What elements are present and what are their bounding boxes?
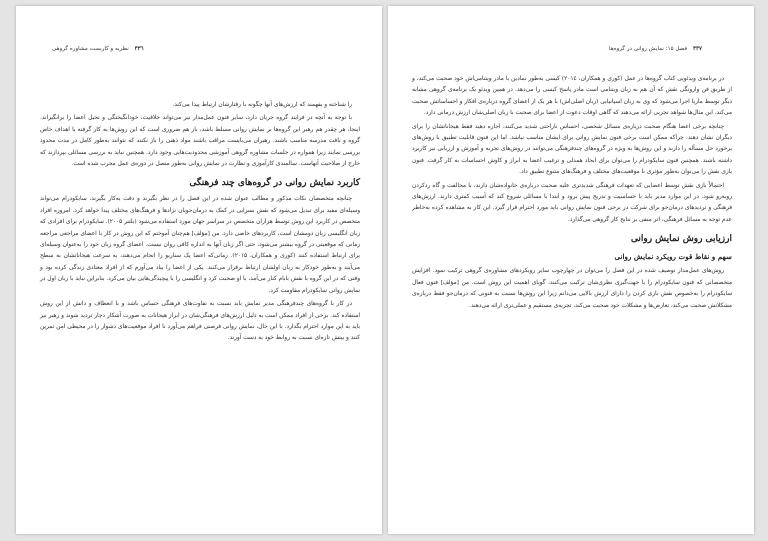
right-running-head-title: فصل ۱۵: نمایش روانی در گروه‌ها [609,46,688,52]
left-paragraph-2: با توجه به آنچه در فرایند گروه جریان دارد، سایر فنون عمل‌مدار نیز می‌تواند خلاقیت، خودانگیختگی و تخیل اعضا را برانگیزاند. اینجا، هر چقدر هم رهبر این گروه‌ها بر نمایش روانی مسلط باشد، باز هم ضروری است که این روش‌ها به کار گرفته یا اهداف خاص گروه و بافت مدرسه مناسب باشند. رهبران می‌بایست مراقب باشند مواد ذهنی را باز نکنند که نتوانند به‌طور کامل در مدت محدود بررسی نمایند زیرا همواره در جلسات مشاوره گروهی آموزشی محدودیت‌هایی وجود دارد. همچنین نباید به بررسی مسائلی بپردازند که خارج از صلاحیت آنهاست. سالمندی کارآموزی و نظارت در نمایش روانی به‌طور متصل در دوره‌ی عمل مجرب شده است. [40,115,360,168]
right-section-heading: ارزیابی روش نمایش روانی [630,234,732,245]
right-page-number: ۳۳۷ [692,46,702,52]
left-section-heading: کاربرد نمایش روانی در گروه‌های چند فرهنگی [189,178,360,189]
left-running-head [52,44,148,54]
left-paragraph-4: در کار با گروه‌های چندفرهنگی مدیر نمایش باید نسبت به تفاوت‌های فرهنگی حساس باشد و با انعطاف و دانش از این روش استفاده کند. برخی از افراد ممکن است به دلیل ارزش‌های فرهنگی‌شان در ابراز هیجانات به صورت آشکار دچار تردید شوند و رهبر نیز باید به این موارد احترام بگذارد. با این حال، نمایش روانی فرصتی فراهم می‌آورد تا افراد موقعیت‌های دشوار را در محیطی امن تمرین کنند و بینش تازه‌ای نسبت به روابط خود به دست آورند. [40,301,360,342]
right-running-head [609,44,706,54]
right-page [388,6,754,534]
right-page-body [412,74,732,524]
right-paragraph-3: احتمالاً بازی نقش توسط اعضایی که تعهدات فرهنگی شدیدتری علیه صحبت درباره‌ی خانواده‌شان دارند، با مخالفت و گاه ردکردن روبه‌رو شود. در این موارد مدیر باید با حساسیت و تدریج پیش برود و ابتدا با مسائلی شروع کند که آسیب کمتری دارند. ارزش‌های فرهنگی و تردیدهای درمان‌جو برای شرکت در برخی فنون نمایش روانی باید مورد احترام قرار گیرد. این کار به مشاهده کرده به‌خاطر عدم توجه به مسائل فرهنگی، اثر منفی بر نتایج کار گروهی می‌گذارد. [412,182,732,223]
left-running-head-title: نظریه و کاربست مشاوره گروهی [52,46,129,52]
right-paragraph-2: چنانچه برخی اعضا هنگام صحبت درباره‌ی مسائل شخصی، احساس ناراحتی شدید می‌کنند، اجازه دهید فقط هیجاناتشان را برای دیگران نشان دهند. چراکه ممکن است برخی فنون نمایش روانی برای ایشان مناسب نباشد. اما این فنون قابلیت تطبیق با روش‌های برخورد حل مسأله را دارند و این روش‌ها به ویژه در گروه‌های چندفرهنگی می‌توانند در روش‌های تجربه و آموزش و ارزیابی نیز کاربرد داشته باشند. همچنین فنون سایکودرام را می‌توان برای ایجاد همدلی و ترغیب اعضا به ابراز و کاوش احساسات به کار گرفت. فنون بازی نقش را می‌توان به‌طور مؤثری با موقعیت‌های مختلف و فرهنگ‌های متنوع تطبیق داد. [412,123,732,176]
left-page [16,6,382,534]
left-paragraph-3: چنانچه متخصصان نکات مذکور و مطالب عنوان شده در این فصل را در نظر بگیرند و دقت به‌کار بگیرند، سایکودرام می‌تواند وسیله‌ای مفید برای تبدیل می‌شود که نقش بسزایی در کمک به درمان‌جویان نژادها و فرهنگ‌های مختلف پیدا خواهد کرد. امروزه افراد متخصص در کاربرد این روش توسط هزاران متخصص در سراسر جهان مورد استفاده می‌شود (بلتنر ۲۰۰۵). سایکودرام برای افرادی که زبان انگلیسی زبان دومشان است، کاربردهای خاصی دارد. من [مؤلف] هم‌چنان آموختم که این روش در کار با اعضای مراجعی مراجعه زمانی که موقعیتی در گروه بیشتر می‌شود، حتی اگر زبان آنها به اندازه کافی روان نیست. اعضای گروه زبان خود را به‌عنوان وسیله‌ای برای ارتباط استفاده کنند (کوری و همکاران، ۲۰۱۵). زمانی‌که اعضا یک سناریو را انجام می‌دهند، به سرعت هیجاناتشان به سطح می‌آیند و به‌طور خودکار به زبان اولشان ارتباط برقرار می‌کنند. یکی از اعضا را بیاد می‌آورم که از افراد معتادی زندگی کرده بود و وقتی که در این گروه با نقش بابام کنار می‌آمد، با او صحبت کرد و انگلیسی را با پیچیدگی‌هایی بیان می‌کرد. بنابراین نباید با زبان اول در نمایش روانی سایکودرام مقاومت کرد. [40,196,360,294]
right-paragraph-1: در برنامه‌ی ویدئویی کتاب گروه‌ها در عمل (کوری و همکاران، ۲۰۱٤) کیسی به‌طور نمادین با مادر ویتنامی‌اش خود صحبت می‌کند، و از طریق فن وارونگی نقش که آن هم به زبان ویتنامی است مادر پاسخ کیسی را می‌دهد. در همین ویدئو یک برنامه‌ی گروهی مشابه دیگر توسط ماریا اجرا می‌شود که وی به زبان اسپانیایی (زبان اصلی‌اش) با هر یک از اعضای گروه درباره‌ی افکار و احساساتش صحبت می‌کند. این مثال‌ها شواهد تجربی ارائه می‌دهند که گاهی اوقات دعوت از اعضا برای صحبت با زبان اصلی‌شان ارزش درمانی دارد. [412,76,732,117]
left-paragraph-1: را شناخته و بفهمند که ارزش‌های آنها چگونه با رفتارشان ارتباط پیدا می‌کند. [172,102,352,108]
left-page-number: ۳۳٦ [134,46,144,52]
right-subsection-heading: سهم و نقاط قوت رویکرد نمایش روانی [614,252,732,262]
right-paragraph-4: روش‌های عمل‌مدار توصیف شده در این فصل را می‌توان در چهارچوب سایر رویکردهای مشاوره‌ی گروهی ترکیب نمود. افزایش متخصصانی که فنون سایکودرام را با جهت‌گیری نظری‌شان ترکیب می‌کنند، گویای اهمیت این روش است. من [مؤلف] فنون فعال سایکودرام را به‌خصوص نقش بازی کردن را دارای ارزش بالایی می‌دانم زیرا این روش‌ها نسبت به فنونی که درمان‌جو فقط درباره‌ی مشکلاتش صحبت می‌کند، تعارض‌ها و مشکلات خود صحبت می‌کند، تجربه‌ی مستقیم و عملی‌تری ارائه می‌دهند. [412,268,732,309]
left-page-body [40,100,360,524]
